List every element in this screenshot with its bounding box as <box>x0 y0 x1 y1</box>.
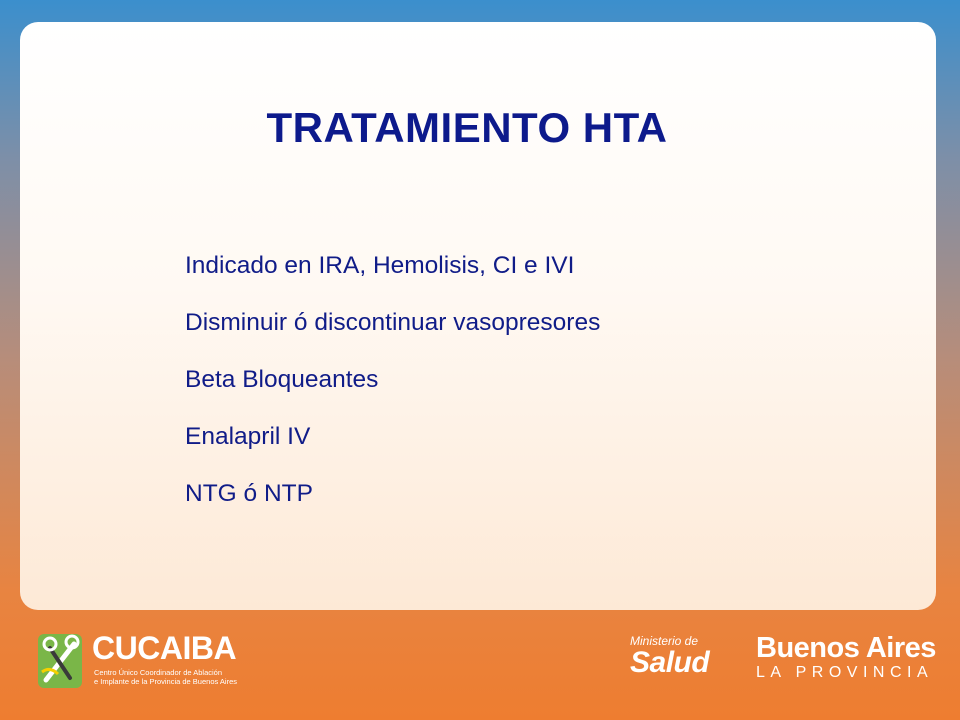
la-provincia-label: LA PROVINCIA <box>756 664 934 681</box>
bullet-item: Beta Bloqueantes <box>185 366 379 393</box>
salud-label: Salud <box>630 646 710 679</box>
cucaiba-subtitle <box>94 668 264 686</box>
cucaiba-subtitle-line: e Implante de la Provincia de Buenos Aires <box>94 677 238 686</box>
bullet-item: Indicado en IRA, Hemolisis, CI e IVI <box>185 252 575 279</box>
buenos-aires-label: Buenos Aires <box>756 632 936 664</box>
bullet-item: Enalapril IV <box>185 423 311 450</box>
ministerio-label: Ministerio de <box>630 634 699 648</box>
bullet-item: NTG ó NTP <box>185 480 313 507</box>
bullet-item: Disminuir ó discontinuar vasopresores <box>185 309 601 336</box>
cucaiba-logo <box>36 630 256 694</box>
ministerio-salud-logo <box>630 634 720 686</box>
cucaiba-subtitle-line: Centro Único Coordinador de Ablación <box>94 668 222 677</box>
cucaiba-name: CUCAIBA <box>92 630 237 666</box>
slide-title: TRATAMIENTO HTA <box>266 104 668 151</box>
bullet-list <box>185 246 600 531</box>
cucaiba-logo-icon <box>36 630 88 692</box>
buenos-aires-logo <box>756 632 936 688</box>
